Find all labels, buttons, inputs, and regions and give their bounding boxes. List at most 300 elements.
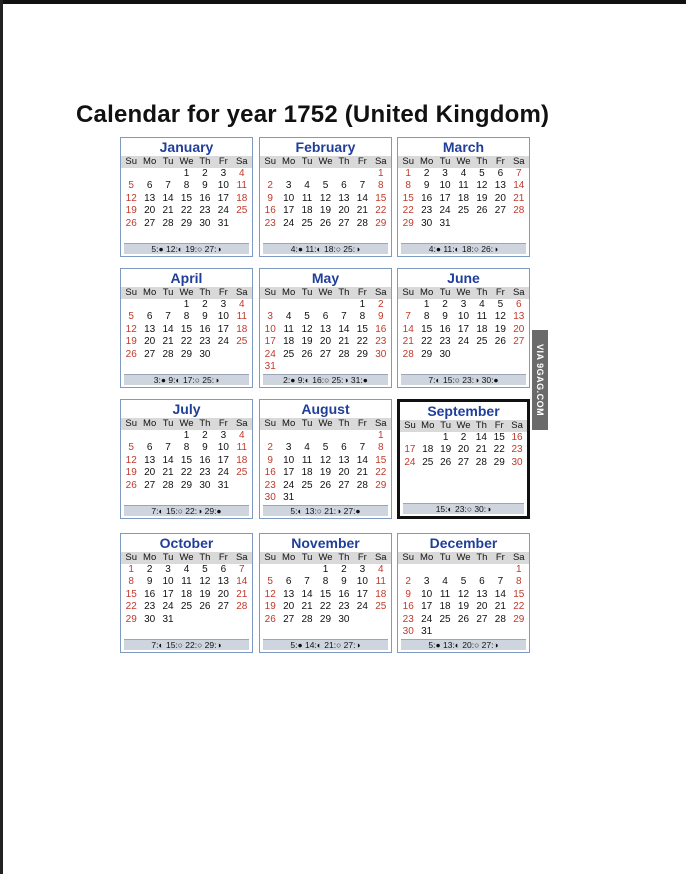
weekday-label: Th [338, 552, 350, 563]
empty-cell [261, 430, 279, 442]
day-cell: 6 [146, 311, 153, 323]
day-cell: 18 [236, 454, 248, 466]
weekday-label: Mo [282, 156, 296, 167]
day-cell: 16 [511, 432, 523, 443]
day-cell: 28 [513, 205, 525, 217]
weekday-label: Th [338, 287, 350, 298]
day-cell: 5 [128, 311, 134, 323]
weekday-header [121, 418, 252, 430]
weekday-label: Th [338, 156, 350, 167]
day-cell: 9 [423, 180, 430, 192]
day-cell: 18 [301, 467, 313, 479]
weekday-label: Fr [218, 287, 228, 298]
day-cell: 29 [375, 479, 387, 491]
moon-phase-bar: 2:● 9:◐ 16:○ 25:◑ 31:● [263, 374, 388, 385]
day-cell: 1 [378, 430, 384, 441]
day-cell: 25 [236, 205, 248, 217]
day-cell: 10 [217, 442, 229, 454]
day-cell: 17 [162, 588, 174, 600]
month-november [259, 533, 392, 653]
day-cell: 5 [128, 180, 134, 192]
page-title: Calendar for year 1752 (United Kingdom) [76, 101, 550, 128]
day-cell: 2 [202, 168, 208, 179]
day-cell: 7 [405, 311, 411, 323]
day-cell: 12 [125, 323, 137, 335]
day-cell: 7 [341, 311, 347, 323]
day-cell: 24 [283, 217, 295, 229]
day-cell: 13 [513, 311, 525, 323]
empty-cell [399, 299, 417, 311]
day-cell: 14 [301, 588, 313, 600]
empty-cell [159, 299, 177, 311]
day-cell: 1 [442, 432, 449, 443]
day-cell: 10 [356, 576, 368, 588]
day-cell: 17 [217, 323, 229, 335]
empty-cell [436, 564, 454, 576]
day-cell: 30 [199, 348, 211, 360]
day-cell: 13 [144, 192, 156, 204]
day-cell: 7 [165, 442, 171, 454]
day-cell: 8 [322, 576, 329, 588]
day-cell: 2 [202, 430, 208, 441]
day-cell: 26 [319, 217, 332, 229]
day-cell: 31 [421, 626, 433, 638]
weekday-label: Th [476, 287, 488, 298]
day-cell: 31 [264, 361, 276, 373]
month-february [259, 137, 392, 257]
day-cell: 2 [405, 576, 411, 588]
day-cell: 14 [475, 432, 487, 443]
day-cell: 16 [264, 205, 276, 217]
day-grid [260, 168, 391, 230]
day-cell: 6 [497, 168, 504, 179]
day-cell: 11 [301, 192, 313, 204]
weekday-header [121, 156, 252, 168]
day-cell: 17 [283, 467, 295, 479]
day-cell: 1 [405, 168, 411, 179]
day-cell: 26 [457, 613, 470, 625]
day-cell: 19 [301, 336, 313, 348]
day-cell: 2 [442, 299, 448, 310]
day-cell: 19 [319, 205, 332, 217]
day-cell: 2 [267, 180, 273, 192]
day-cell: 29 [493, 456, 505, 468]
day-cell: 25 [375, 601, 387, 613]
weekday-label: Fr [218, 552, 228, 563]
empty-cell [122, 168, 140, 180]
empty-cell [140, 299, 158, 311]
weekday-label: Su [402, 156, 415, 167]
weekday-header [121, 287, 252, 299]
moon-phase-bar: 5:● 14:◐ 21:○ 27:◑ [263, 639, 388, 650]
day-cell: 8 [423, 311, 430, 323]
weekday-label: Fr [218, 156, 228, 167]
day-cell: 4 [479, 299, 485, 310]
weekday-label: Tu [162, 418, 174, 429]
day-cell: 27 [513, 336, 525, 348]
day-cell: 20 [217, 588, 229, 600]
day-cell: 4 [183, 564, 190, 575]
day-cell: 12 [494, 311, 506, 323]
empty-cell [298, 564, 316, 576]
month-name: December [429, 535, 498, 551]
month-name: November [291, 535, 360, 551]
weekday-label: Mo [143, 287, 157, 298]
month-name: March [442, 139, 485, 155]
day-cell: 25 [476, 336, 488, 348]
day-cell: 24 [217, 467, 229, 479]
weekday-label: Fr [357, 552, 367, 563]
day-cell: 1 [183, 430, 190, 441]
day-cell: 10 [457, 311, 470, 323]
weekday-label: Sa [235, 418, 248, 429]
day-cell: 11 [439, 588, 451, 600]
day-cell: 21 [356, 467, 368, 479]
empty-cell [491, 564, 509, 576]
day-cell: 28 [402, 348, 414, 360]
day-cell: 12 [301, 323, 313, 335]
weekday-label: Mo [143, 552, 157, 563]
day-cell: 3 [442, 168, 448, 179]
day-cell: 5 [304, 311, 310, 323]
day-cell: 28 [301, 613, 313, 625]
weekday-label: Th [199, 287, 211, 298]
day-cell: 19 [476, 192, 488, 204]
day-cell: 24 [457, 336, 470, 348]
day-cell: 5 [497, 299, 504, 310]
day-cell: 8 [405, 180, 411, 192]
day-cell: 6 [146, 180, 153, 192]
day-cell: 17 [457, 323, 470, 335]
day-cell: 22 [421, 336, 433, 348]
day-cell: 2 [202, 299, 208, 310]
weekday-header [398, 552, 529, 564]
day-cell: 27 [283, 613, 295, 625]
day-cell: 29 [356, 348, 368, 360]
day-cell: 29 [180, 217, 193, 229]
weekday-label: Mo [282, 552, 296, 563]
day-cell: 6 [341, 180, 347, 192]
day-cell: 8 [516, 576, 522, 588]
weekday-label: Su [264, 287, 277, 298]
weekday-label: Fr [494, 420, 504, 431]
day-cell: 16 [264, 467, 276, 479]
day-cell: 24 [421, 613, 433, 625]
day-cell: 10 [264, 323, 276, 335]
day-cell: 27 [217, 601, 229, 613]
month-name: August [301, 401, 350, 417]
month-july [120, 399, 253, 519]
weekday-header [260, 418, 391, 430]
day-cell: 9 [341, 576, 347, 588]
weekday-label: Mo [420, 287, 434, 298]
day-cell: 1 [423, 299, 430, 310]
weekday-label: We [456, 420, 471, 431]
day-cell: 19 [199, 588, 211, 600]
weekday-label: Th [338, 418, 350, 429]
day-cell: 13 [144, 323, 156, 335]
day-cell: 17 [217, 454, 229, 466]
day-cell: 16 [199, 323, 211, 335]
weekday-label: Th [199, 418, 211, 429]
day-cell: 3 [165, 564, 171, 575]
weekday-label: Sa [235, 552, 248, 563]
day-cell: 10 [283, 454, 295, 466]
day-cell: 7 [239, 564, 245, 575]
day-cell: 27 [338, 479, 350, 491]
day-cell: 20 [319, 336, 332, 348]
day-cell: 21 [162, 467, 174, 479]
day-cell: 22 [375, 467, 387, 479]
empty-cell [279, 430, 297, 442]
day-cell: 3 [220, 430, 227, 441]
weekday-label: We [318, 156, 333, 167]
day-grid [121, 564, 252, 626]
day-cell: 12 [125, 192, 137, 204]
day-cell: 10 [283, 192, 295, 204]
day-cell: 4 [285, 311, 292, 323]
day-cell: 12 [199, 576, 211, 588]
weekday-label: We [456, 287, 471, 298]
day-cell: 6 [285, 576, 292, 588]
day-cell: 7 [359, 180, 366, 192]
day-cell: 13 [338, 192, 350, 204]
weekday-label: Sa [512, 287, 525, 298]
day-cell: 24 [356, 601, 368, 613]
day-cell: 10 [217, 311, 229, 323]
day-grid [121, 430, 252, 492]
empty-cell [316, 430, 334, 442]
weekday-label: We [456, 552, 471, 563]
day-cell: 30 [199, 217, 211, 229]
day-cell: 25 [439, 613, 451, 625]
weekday-label: Tu [301, 156, 313, 167]
weekday-label: Su [402, 552, 415, 563]
day-cell: 29 [513, 613, 525, 625]
weekday-label: Su [264, 418, 277, 429]
day-cell: 22 [180, 467, 193, 479]
empty-cell [298, 168, 316, 180]
day-cell: 31 [217, 479, 229, 491]
day-cell: 20 [457, 444, 470, 456]
day-cell: 10 [421, 588, 433, 600]
moon-phase-bar: 5:● 12:◐ 19:○ 27:◑ [124, 243, 249, 254]
day-cell: 3 [267, 311, 273, 323]
weekday-label: Sa [235, 156, 248, 167]
day-cell: 2 [267, 442, 273, 454]
empty-cell [417, 564, 435, 576]
weekday-label: Fr [495, 287, 505, 298]
day-grid [260, 564, 391, 626]
day-cell: 16 [375, 323, 387, 335]
day-cell: 27 [338, 217, 350, 229]
weekday-label: Tu [440, 420, 451, 431]
day-cell: 31 [439, 217, 451, 229]
day-cell: 14 [494, 588, 506, 600]
moon-phase-bar: 3:● 9:◐ 17:○ 25:◑ [124, 374, 249, 385]
day-cell: 6 [322, 311, 329, 323]
day-cell: 6 [146, 442, 153, 454]
day-cell: 11 [375, 576, 386, 588]
weekday-label: Tu [439, 287, 451, 298]
weekday-label: Th [475, 420, 487, 431]
weekday-label: Th [476, 552, 488, 563]
day-cell: 26 [301, 348, 313, 360]
day-cell: 12 [319, 454, 332, 466]
day-cell: 25 [236, 467, 248, 479]
day-cell: 6 [479, 576, 485, 588]
day-cell: 13 [319, 323, 332, 335]
day-cell: 19 [125, 467, 137, 479]
weekday-label: Sa [374, 418, 387, 429]
weekday-label: Fr [218, 418, 228, 429]
day-cell: 9 [202, 180, 208, 192]
weekday-label: Tu [301, 287, 313, 298]
day-grid [398, 168, 529, 230]
empty-cell [454, 564, 472, 576]
day-cell: 18 [439, 601, 451, 613]
weekday-label: Mo [143, 156, 157, 167]
day-cell: 14 [162, 192, 174, 204]
day-cell: 26 [440, 456, 452, 468]
day-cell: 14 [236, 576, 248, 588]
weekday-label: Su [125, 156, 138, 167]
day-cell: 22 [513, 601, 525, 613]
weekday-header [260, 156, 391, 168]
day-cell: 15 [402, 192, 414, 204]
day-cell: 2 [460, 432, 467, 443]
day-cell: 14 [356, 192, 368, 204]
day-cell: 22 [402, 205, 414, 217]
weekday-label: Sa [374, 287, 387, 298]
day-cell: 15 [180, 192, 193, 204]
month-january [120, 137, 253, 257]
day-cell: 11 [283, 323, 294, 335]
day-cell: 12 [125, 454, 137, 466]
weekday-header [121, 552, 252, 564]
day-cell: 4 [239, 299, 245, 310]
day-cell: 11 [236, 442, 247, 454]
day-cell: 20 [513, 323, 525, 335]
moon-phase-bar: 5:◐ 13:○ 21:◑ 27:● [263, 505, 388, 516]
day-cell: 23 [338, 601, 350, 613]
day-grid [121, 299, 252, 361]
weekday-label: Tu [162, 552, 174, 563]
day-cell: 26 [494, 336, 506, 348]
day-cell: 21 [356, 205, 368, 217]
day-cell: 4 [239, 430, 245, 441]
day-cell: 23 [264, 217, 276, 229]
day-cell: 28 [356, 479, 368, 491]
weekday-label: Th [199, 156, 211, 167]
empty-cell [335, 168, 353, 180]
day-cell: 28 [162, 348, 174, 360]
day-cell: 8 [183, 311, 190, 323]
day-cell: 30 [439, 348, 451, 360]
day-cell: 4 [460, 168, 467, 179]
day-cell: 26 [125, 348, 137, 360]
day-cell: 24 [439, 205, 451, 217]
day-cell: 17 [404, 444, 416, 456]
day-cell: 1 [378, 168, 384, 179]
weekday-label: We [179, 287, 194, 298]
weekday-label: Sa [511, 420, 523, 431]
weekday-header [400, 420, 527, 432]
day-cell: 23 [511, 444, 523, 456]
day-cell: 1 [516, 564, 522, 575]
moon-phase-bar: 5:● 13:◐ 20:○ 27:◑ [401, 639, 526, 650]
weekday-label: Su [404, 420, 416, 431]
empty-cell [401, 432, 419, 444]
moon-phase-bar: 7:◐ 15:○ 22:◑ 29:● [124, 505, 249, 516]
day-cell: 4 [239, 168, 245, 179]
day-cell: 9 [442, 311, 448, 323]
empty-cell [279, 564, 297, 576]
day-cell: 2 [146, 564, 153, 575]
month-may [259, 268, 392, 388]
weekday-label: Fr [357, 156, 367, 167]
day-cell: 18 [236, 192, 248, 204]
month-name: July [172, 401, 201, 417]
day-cell: 11 [476, 311, 488, 323]
day-cell: 25 [283, 348, 295, 360]
day-cell: 3 [285, 180, 292, 192]
day-cell: 5 [267, 576, 273, 588]
day-cell: 14 [162, 454, 174, 466]
weekday-label: Tu [439, 156, 451, 167]
day-cell: 17 [421, 601, 433, 613]
empty-cell [261, 168, 279, 180]
day-cell: 13 [217, 576, 229, 588]
day-cell: 1 [183, 299, 190, 310]
day-cell: 16 [402, 601, 414, 613]
day-cell: 8 [183, 442, 190, 454]
day-cell: 21 [162, 205, 174, 217]
moon-phase-bar: 15:◐ 23:○ 30:◑ [403, 503, 524, 514]
day-cell: 18 [457, 192, 470, 204]
day-cell: 25 [301, 479, 313, 491]
day-cell: 8 [378, 442, 384, 454]
day-cell: 26 [199, 601, 211, 613]
day-cell: 15 [375, 192, 387, 204]
day-cell: 6 [341, 442, 347, 454]
day-cell: 13 [494, 180, 506, 192]
day-cell: 25 [457, 205, 470, 217]
day-cell: 3 [359, 564, 366, 575]
day-grid [398, 299, 529, 361]
day-cell: 2 [423, 168, 430, 179]
day-cell: 20 [494, 192, 506, 204]
weekday-label: We [318, 287, 333, 298]
day-cell: 29 [125, 613, 137, 625]
day-cell: 30 [199, 479, 211, 491]
weekday-label: We [318, 418, 333, 429]
weekday-header [260, 552, 391, 564]
day-cell: 4 [304, 180, 310, 192]
empty-cell [159, 430, 177, 442]
day-cell: 29 [375, 217, 387, 229]
day-cell: 27 [319, 348, 332, 360]
moon-phase-bar: 7:◐ 15:○ 23:◑ 30:● [401, 374, 526, 385]
day-cell: 18 [476, 323, 488, 335]
day-cell: 3 [423, 576, 430, 588]
day-cell: 3 [220, 168, 227, 179]
day-cell: 10 [217, 180, 229, 192]
weekday-label: We [456, 156, 471, 167]
day-cell: 25 [301, 217, 313, 229]
empty-cell [140, 168, 158, 180]
day-cell: 5 [128, 442, 134, 454]
